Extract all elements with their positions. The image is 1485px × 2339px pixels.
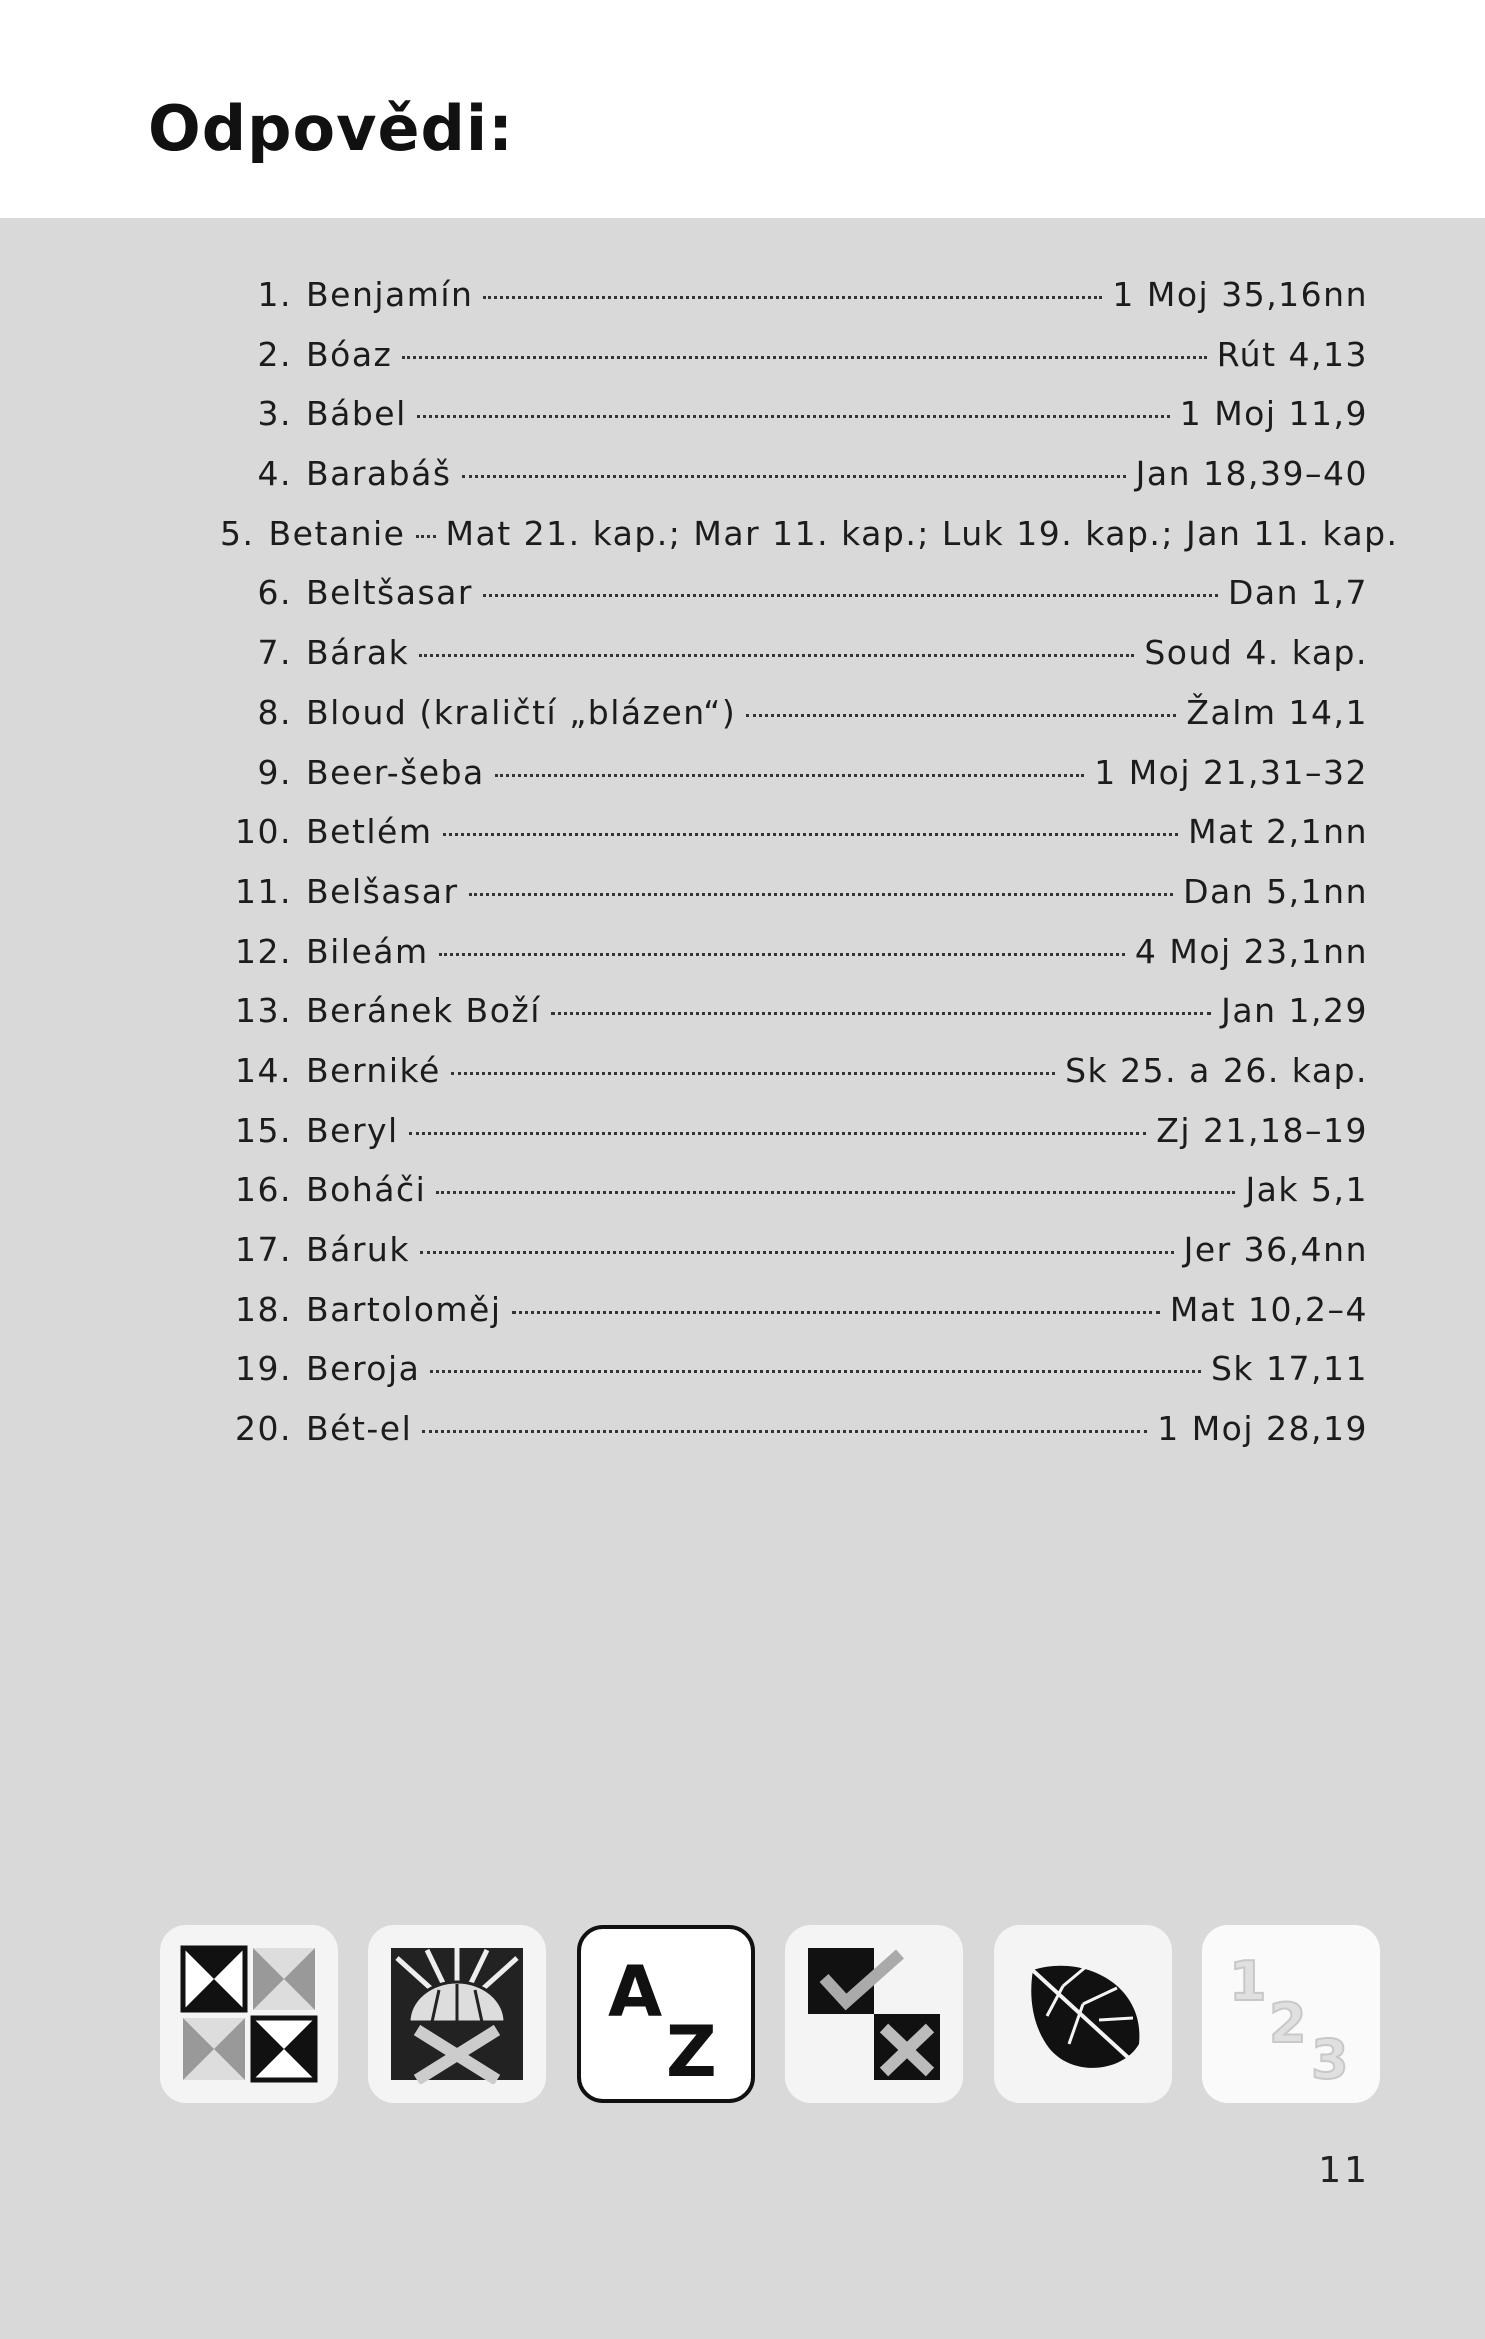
answer-name: Boháči xyxy=(306,1170,427,1210)
dot-leader xyxy=(451,1072,1055,1075)
bible-reference: Žalm 14,1 xyxy=(1186,692,1368,732)
answer-row xyxy=(220,1051,1368,1111)
answer-name: Bloud (kraličtí „blázen“) xyxy=(306,692,737,732)
leaf-icon xyxy=(1013,1944,1153,2084)
answer-number: 18. xyxy=(235,1289,292,1329)
answer-row xyxy=(220,753,1368,813)
dot-leader xyxy=(495,774,1084,777)
bible-reference: Dan 1,7 xyxy=(1227,573,1368,613)
answer-name: Beroja xyxy=(306,1349,421,1389)
dot-leader xyxy=(416,535,436,538)
answer-name: Bóaz xyxy=(306,334,393,374)
answer-number: 1. xyxy=(257,275,292,314)
answer-row xyxy=(220,633,1368,693)
bible-reference: Mat 21. kap.; Mar 11. kap.; Luk 19. kap.; Jan 11. kap. xyxy=(445,513,1399,553)
answer-row xyxy=(220,394,1368,454)
dot-leader xyxy=(409,1132,1147,1135)
bible-reference: 4 Moj 23,1nn xyxy=(1134,931,1368,971)
digit-3: 3 xyxy=(1310,2028,1349,2084)
dot-leader xyxy=(462,475,1126,478)
answer-row xyxy=(220,812,1368,872)
bible-reference: Sk 17,11 xyxy=(1210,1349,1368,1389)
check-cross-tile[interactable] xyxy=(785,1925,963,2103)
check-cross-icon xyxy=(804,1944,944,2084)
answer-name: Beltšasar xyxy=(306,573,473,613)
bible-reference: 1 Moj 21,31–32 xyxy=(1094,752,1368,792)
answer-name: Betlém xyxy=(306,812,433,852)
answer-row xyxy=(220,1409,1368,1469)
answer-number: 4. xyxy=(257,454,292,494)
bible-reference: Mat 2,1nn xyxy=(1188,812,1368,852)
dot-leader xyxy=(402,356,1206,359)
answer-row xyxy=(220,1349,1368,1409)
answer-row xyxy=(220,991,1368,1051)
answer-name: Benjamín xyxy=(306,275,474,314)
page-number: 11 xyxy=(1318,2150,1370,2191)
answer-number: 17. xyxy=(235,1230,292,1269)
answer-number: 11. xyxy=(235,871,292,911)
az-tile[interactable] xyxy=(577,1925,755,2103)
answer-name: Betanie xyxy=(268,513,406,553)
hourglass-grid-icon xyxy=(179,1944,319,2084)
bible-reference: Jan 18,39–40 xyxy=(1135,454,1368,494)
category-icon-bar xyxy=(160,1925,1380,2115)
answer-name: Bábel xyxy=(306,394,407,434)
dot-leader xyxy=(417,415,1170,418)
answer-row xyxy=(220,1290,1368,1350)
answer-name: Belšasar xyxy=(306,871,459,911)
dot-leader xyxy=(512,1311,1160,1314)
bible-reference: Sk 25. a 26. kap. xyxy=(1065,1050,1368,1090)
answer-row xyxy=(220,513,1399,574)
answer-number: 9. xyxy=(257,752,292,792)
answer-number: 16. xyxy=(235,1170,292,1210)
answer-number: 8. xyxy=(257,692,292,732)
answer-name: Barabáš xyxy=(306,454,452,494)
answer-number: 5. xyxy=(220,513,255,553)
digit-1: 1 xyxy=(1228,1950,1267,2013)
answer-name: Bartoloměj xyxy=(306,1289,502,1329)
answer-number: 15. xyxy=(235,1110,292,1150)
bible-reference: Rút 4,13 xyxy=(1216,334,1368,374)
answer-number: 3. xyxy=(257,394,292,434)
answer-row xyxy=(220,1230,1368,1290)
answer-name: Beer-šeba xyxy=(306,752,485,792)
answer-row xyxy=(220,693,1368,753)
answer-number: 13. xyxy=(235,991,292,1031)
numbers-tile[interactable] xyxy=(1202,1925,1380,2103)
numbers-icon xyxy=(1221,1944,1361,2084)
dot-leader xyxy=(436,1191,1235,1194)
leaf-tile[interactable] xyxy=(994,1925,1172,2103)
answer-name: Báruk xyxy=(306,1230,410,1269)
answer-number: 20. xyxy=(235,1409,292,1449)
bible-reference: Jer 36,4nn xyxy=(1183,1230,1368,1269)
dot-leader xyxy=(430,1370,1201,1373)
answer-row xyxy=(220,872,1368,932)
answer-list xyxy=(220,275,1399,1469)
dot-leader xyxy=(443,833,1179,836)
answer-number: 6. xyxy=(257,573,292,613)
answer-row xyxy=(220,932,1368,992)
dot-leader xyxy=(419,654,1134,657)
dot-leader xyxy=(746,714,1176,717)
digit-2: 2 xyxy=(1268,1992,1307,2055)
bible-reference: Mat 10,2–4 xyxy=(1169,1289,1368,1329)
bible-reference: Jan 1,29 xyxy=(1221,991,1368,1031)
hourglass-grid-tile[interactable] xyxy=(160,1925,338,2103)
sunrise-icon xyxy=(387,1944,527,2084)
answer-row xyxy=(220,275,1368,335)
dot-leader xyxy=(439,953,1125,956)
bible-reference: 1 Moj 28,19 xyxy=(1157,1409,1368,1449)
answer-name: Beránek Boží xyxy=(306,991,541,1031)
answer-number: 14. xyxy=(235,1050,292,1090)
answer-name: Berniké xyxy=(306,1050,441,1090)
az-letter-z: Z xyxy=(665,2011,717,2084)
bible-reference: 1 Moj 11,9 xyxy=(1179,394,1368,434)
answer-number: 7. xyxy=(257,633,292,673)
answer-row xyxy=(220,454,1368,514)
answer-number: 12. xyxy=(235,931,292,971)
dot-leader xyxy=(551,1012,1211,1015)
dot-leader xyxy=(422,1430,1147,1433)
answer-number: 10. xyxy=(235,812,292,852)
bible-reference: Jak 5,1 xyxy=(1245,1170,1368,1210)
dot-leader xyxy=(469,893,1174,896)
answer-name: Beryl xyxy=(306,1110,399,1150)
answer-row xyxy=(220,573,1368,633)
answer-name: Bárak xyxy=(306,633,410,673)
bible-reference: Dan 5,1nn xyxy=(1183,871,1368,911)
az-letter-a: A xyxy=(607,1951,662,2033)
bible-reference: Zj 21,18–19 xyxy=(1156,1110,1368,1150)
dot-leader xyxy=(483,594,1218,597)
sunrise-tile[interactable] xyxy=(368,1925,546,2103)
answer-name: Bét-el xyxy=(306,1409,413,1449)
bible-reference: 1 Moj 35,16nn xyxy=(1112,275,1368,314)
answer-name: Bileám xyxy=(306,931,429,971)
page-title: Odpovědi: xyxy=(148,92,514,165)
answer-row xyxy=(220,335,1368,395)
answer-number: 19. xyxy=(235,1349,292,1389)
answer-row xyxy=(220,1111,1368,1171)
answer-number: 2. xyxy=(257,334,292,374)
az-icon xyxy=(596,1944,736,2084)
bible-reference: Soud 4. kap. xyxy=(1144,633,1368,673)
answer-row xyxy=(220,1170,1368,1230)
dot-leader xyxy=(483,296,1102,299)
dot-leader xyxy=(420,1251,1174,1254)
